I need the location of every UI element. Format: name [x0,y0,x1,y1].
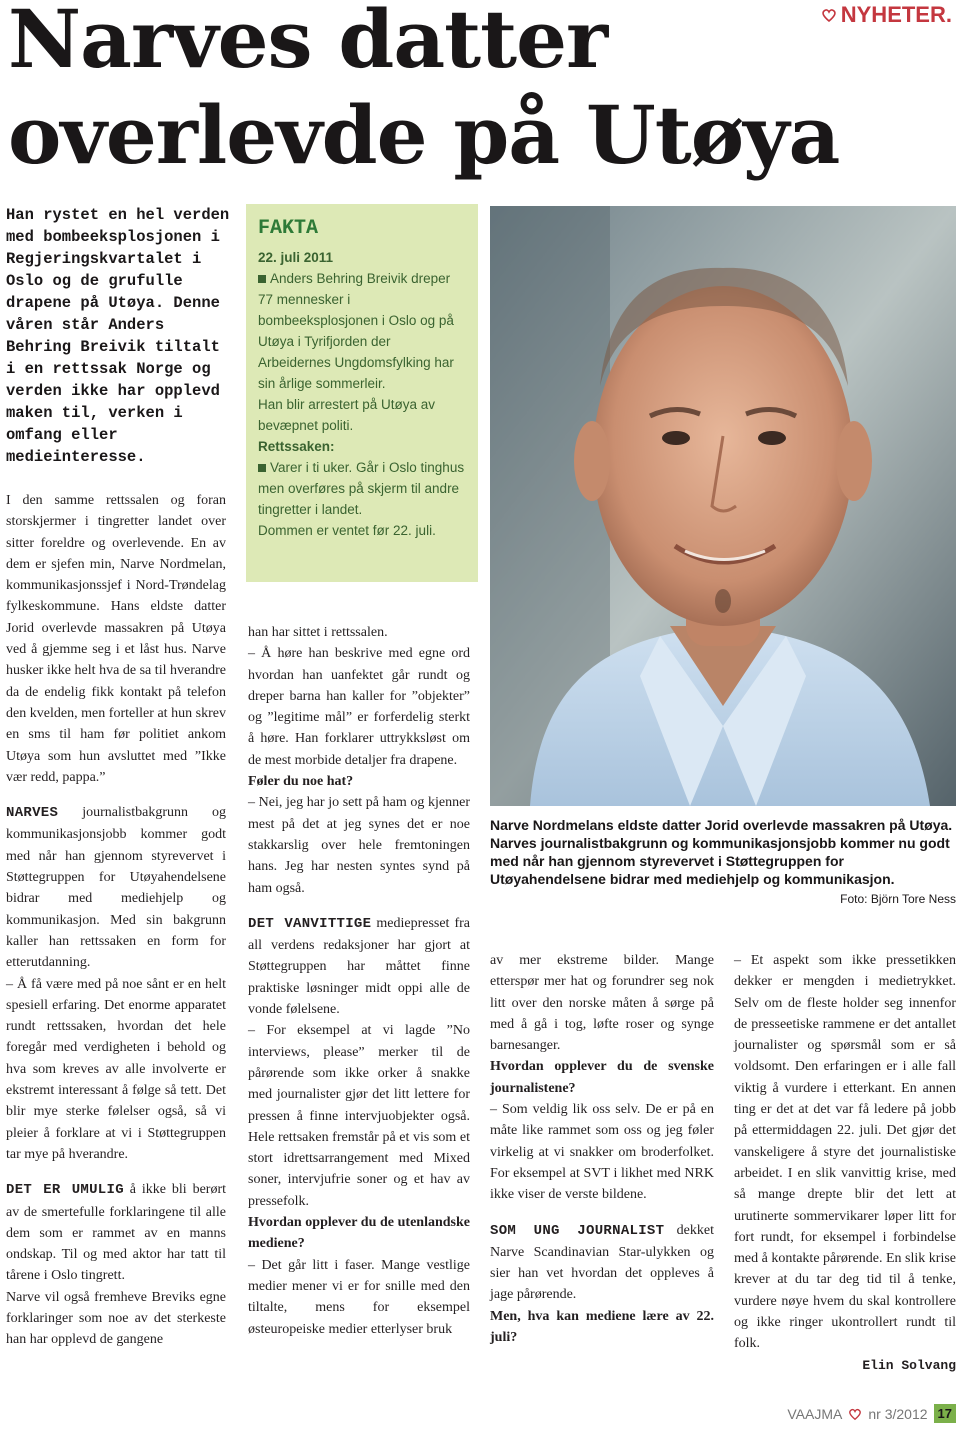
fact-item [258,268,466,394]
headline-line-2: overlevde på Utøya [8,88,840,182]
fact-box [246,204,478,582]
fact-item [258,457,466,520]
paragraph [6,1179,226,1286]
heart-icon [848,1407,862,1421]
paragraph: Narve vil også fremheve Breviks egne forklaringer som noe av det sterkeste han har opplevd de gangene [6,1289,226,1348]
fact-box-title: FAKTA [258,217,319,240]
fact-item: Dommen er ventet før 22. juli. [258,523,436,538]
article-column-1 [6,490,226,1351]
paragraph-text: mediepresset fra all verdens redaksjoner har gjort at Støttegruppen har måttet finne praktiske løsninger midt oppi alle de vonde følelsene. [248,915,470,1018]
caption-text: Narve Nordmelans eldste datter Jorid overlevde massakren på Utøya. Narves journalistbakgrunn og kommunikasjonsjobb kommer nu godt med når han gjennom styrevervet i Støttegruppen for Utøyahendelsene bidrar med mediehjelp og kommunikasjon. [490,817,953,887]
section-name: NYHETER. [840,2,952,27]
interview-question: Hvordan opplever du de svenske journalistene? [490,1059,714,1096]
paragraph: – Å høre han beskrive med egne ord hvordan han uanfektet går rundt og dreper barna han kaller for ”objekter” og ”legitime mål” er forferdelig sterkt å høre. Han forklarer uttrykksløst om de mest morbide detaljer fra drapene. [248,646,470,768]
portrait-photo [490,206,956,806]
author-signature: Elin Solvang [862,1357,956,1373]
paragraph: – Å få være med på noe sånt er en helt spesiell erfaring. Det enorme apparatet rundt rettssaken, hvordan det hele foregår med verdigheten i behold og hva som kreves av alle involverte er ekstremt interessant å følge så tett. Det blir mye sterke følelser også, så vi pleier å forklare at vi i Støttegruppen tar mye på hverandre. [6,976,226,1162]
photo-credit: Foto: Björn Tore Ness [840,892,956,906]
issue-number: nr 3/2012 [868,1405,928,1422]
paragraph: – Det går litt i faser. Mange vestlige medier mener vi er for snille med den tiltalte, mens for eksempel østeuropeiske medier etterlyser bruk [248,1257,470,1337]
fact-subheading: Rettssaken: [258,439,335,454]
paragraph-lead-caps: NARVES [6,805,59,822]
photo-caption [490,816,956,908]
paragraph [248,913,470,1020]
interview-question: Men, hva kan mediene lære av 22. juli? [490,1308,714,1346]
page-footer [787,1404,956,1423]
paragraph-text: journalistbakgrunn og kommunikasjonsjobb kommer godt med når han gjennom styrevervet i Støttegruppen for Utøyahendelsene bidrar med mediehjelp og kommunikasjon. Med sin bakgrunn kaller han rettssaken en form for etterutdanning. [6,805,226,971]
paragraph [6,802,226,973]
article-column-3 [490,950,714,1348]
fact-text: Anders Behring Breivik dreper 77 mennesker i bombeeksplosjonen i Oslo og på Utøya i Tyrifjorden der Arbeidernes Ungdomsfylking har sin årlige sommerleir. [258,271,454,391]
bullet-square-icon [258,275,266,283]
paragraph: han har sittet i rettssalen. [248,625,388,640]
paragraph: – Som veldig lik oss selv. De er på en måte like rammet som oss og jeg føler virkelig at vi snakker om broderfolket. For eksempel at SVT i likhet med NRK ikke viser de verste bildene. [490,1102,714,1203]
interview-question: Hvordan opplever du de utenlandske mediene? [248,1215,470,1252]
paragraph-text: å ikke bli berørt av de smertefulle forklaringene til alle dem som er rammet av en manns ondskap. Til og med aktor har tatt til tårene i Oslo tingrett. [6,1182,226,1284]
paragraph-text: dekket Narve Scandinavian Star-ulykken og sier han vet hvordan det oppleves å jage pårørende. [490,1222,714,1303]
interview-question: Føler du noe hat? [248,774,354,790]
lead-paragraph: Han rystet en hel verden med bombeeksplosjonen i Regjeringskvartalet i Oslo og de grufulle drapene på Utøya. Denne våren står Anders Behring Breivik tiltalt i en rettssak Norge og verden ikke har opplevd maken til, verken i omfang eller medieinteresse. [6,206,230,466]
paragraph-lead-caps: DET ER UMULIG [6,1182,124,1199]
paragraph: av mer ekstreme bilder. Mange etterspør mer hat og forundrer seg nok litt over den norske måten å sørge på med å gå i tog, løfte roser og synge barnesanger. [490,953,714,1054]
fact-item: Han blir arrestert på Utøya av bevæpnet politi. [258,397,436,433]
paragraph [490,1220,714,1306]
magazine-name: VAAJMA [787,1405,843,1422]
fact-date: 22. juli 2011 [258,250,334,265]
fact-text: Varer i ti uker. Går i Oslo tinghus men overføres på skjerm til andre tingretter i landet. [258,460,465,517]
paragraph: – For eksempel at vi lagde ”No interviews, please” merker til de pårørende som ikke orker å snakke med journalister gjør det litt lettere for pressen å finne intervjuobjekter også. Hele rettsaken fremstår på et vis som et stort idrettsarrangement med Mixed soner, intervjufrie soner og et hav av pressefolk. [248,1023,470,1209]
paragraph: – Nei, jeg har jo sett på ham og kjenner mest på det at jeg synes det er noe stakkarslig over hele fremtoningen hans. Jeg har nesten syntes synd på ham også. [248,795,470,896]
portrait-image [490,206,956,806]
article-column-4 [734,950,956,1376]
bullet-square-icon [258,464,266,472]
article-column-2 [248,622,470,1340]
paragraph: I den samme rettssalen og foran storskjermer i tingretter landet over sitter foreldre og overlevende. En av dem er sjefen min, Narve Nordmelan, kommunikasjonssjef i Nord-Trøndelag fylkeskommune. Hans eldste datter Jorid overlevde massakren på Utøya ved å gjemme seg i et låst hus. Narve husker ikke helt hva de sa til hverandre da de endelig fikk kontakt på telefon den kvelden, men forteller at hun skrev en sms til ham før politiet ankom Utøya som hun avsluttet med ”Ikke vær redd, pappa.” [6,493,226,785]
paragraph: – Et aspekt som ikke pressetikken dekker er mengden i medietrykket. Selv om de fleste holder seg innenfor de presseetiske rammene er det antallet journalister og spørsmål som er så voldsomt. Den erfaringen er i alle fall viktig å vurdere i etterkant. En annen ting er det at det var få ledere på jobb på ettermiddagen 22. juli. Det gjør det vanskeligere å styre det journalistiske arbeidet. I en slik vanvittig krise, med så mange drepte blir det lett at urutinerte sommervikarer løper litt for fort rundt, for eksempel i forbindelse med å kontakte pårørende. En slik krise krever at du tar deg tid til å tenke, vurdere nøye hvem du skal kontrollere og ikke ringer ukontrollert rundt til folk. [734,953,956,1352]
headline-line-1: Narves datter [8,0,608,86]
paragraph-lead-caps: DET VANVITTIGE [248,915,372,932]
paragraph-lead-caps: SOM UNG JOURNALIST [490,1222,665,1239]
page-number: 17 [934,1404,956,1423]
